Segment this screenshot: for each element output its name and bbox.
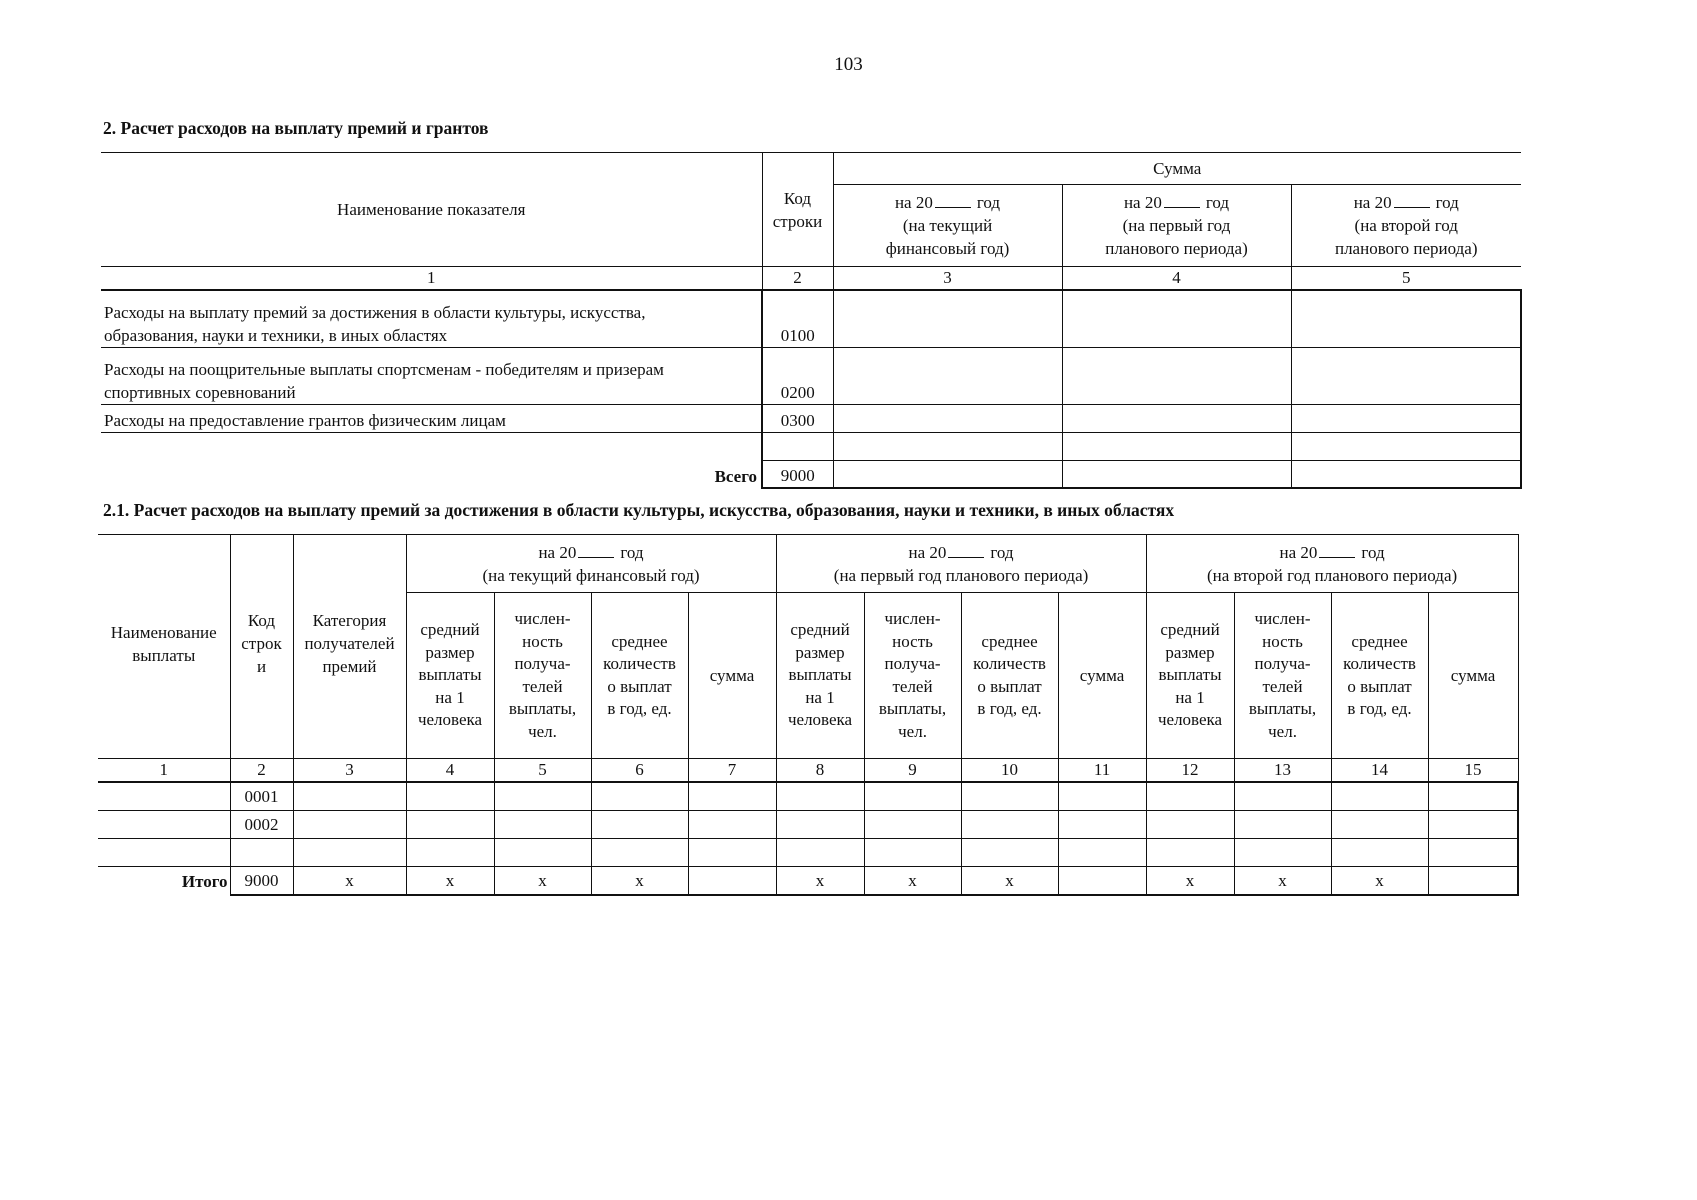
header-row-code: Код строк и [230,535,293,759]
value-cell[interactable] [1058,867,1146,896]
total-label: Всего [714,467,757,486]
value-cell[interactable] [1291,290,1521,347]
value-cell[interactable] [293,811,406,839]
value-cell[interactable] [864,811,961,839]
value-cell[interactable] [776,839,864,867]
value-cell[interactable] [293,782,406,811]
payment-name-cell[interactable] [98,839,230,867]
header-recipient-count: числен- ность получа- телей выплаты, чел. [864,593,961,759]
column-number: 8 [776,759,864,783]
row-code: 0200 [762,347,833,404]
value-cell[interactable] [688,811,776,839]
row-code: 0300 [762,404,833,432]
column-number: 2 [762,267,833,291]
header-period-second-plan: на 20 год (на второй год планового периода) [1146,535,1518,593]
value-cell[interactable] [1058,782,1146,811]
row-name: Расходы на поощрительные выплаты спортсменам - победителям и призерам спортивных соревнований [101,347,762,404]
table-row-empty [98,839,1518,867]
value-cell[interactable] [688,782,776,811]
value-cell[interactable] [833,460,1062,488]
x-mark: x [1331,867,1428,896]
column-number: 14 [1331,759,1428,783]
column-number: 10 [961,759,1058,783]
value-cell[interactable] [961,839,1058,867]
value-cell[interactable] [494,811,591,839]
column-number: 7 [688,759,776,783]
header-avg-size: средний размер выплаты на 1 человека [776,593,864,759]
header-period-current: на 20 год (на текущий финансовый год) [406,535,776,593]
value-cell[interactable] [1062,347,1291,404]
row-code [230,839,293,867]
column-number: 6 [591,759,688,783]
value-cell[interactable] [1291,347,1521,404]
value-cell[interactable] [494,782,591,811]
value-cell[interactable] [1428,782,1518,811]
header-current-year: на 20 год (на текущий финансовый год) [833,185,1062,267]
table-row-empty [101,432,1521,460]
value-cell[interactable] [494,839,591,867]
value-cell[interactable] [864,782,961,811]
value-cell[interactable] [1062,460,1291,488]
value-cell[interactable] [776,811,864,839]
value-cell[interactable] [833,290,1062,347]
page-number: 103 [834,54,863,75]
column-number: 4 [1062,267,1291,291]
grants-summary-table [101,152,1522,489]
value-cell[interactable] [961,782,1058,811]
value-cell[interactable] [1331,782,1428,811]
column-numbers-row [98,759,1518,783]
column-number: 9 [864,759,961,783]
value-cell[interactable] [1058,839,1146,867]
value-cell[interactable] [1291,460,1521,488]
total-code: 9000 [762,460,833,488]
value-cell[interactable] [776,782,864,811]
value-cell[interactable] [1428,867,1518,896]
row-name: Расходы на выплату премий за достижения в области культуры, искусства, образования, науки и техники, в иных областях [101,290,762,347]
header-recipient-category: Категория получателей премий [293,535,406,759]
row-code: 0002 [230,811,293,839]
row-code [762,432,833,460]
header-row-code: Код строки [762,153,833,267]
value-cell[interactable] [833,347,1062,404]
value-cell[interactable] [1146,811,1234,839]
column-number: 2 [230,759,293,783]
column-number: 11 [1058,759,1146,783]
value-cell[interactable] [833,404,1062,432]
header-indicator-name: Наименование показателя [101,153,762,267]
value-cell[interactable] [1291,404,1521,432]
value-cell[interactable] [406,782,494,811]
header-first-plan-year: на 20 год (на первый год планового периода) [1062,185,1291,267]
x-mark: x [591,867,688,896]
value-cell[interactable] [1146,839,1234,867]
header-sum: сумма [688,593,776,759]
header-recipient-count: числен- ность получа- телей выплаты, чел. [494,593,591,759]
column-numbers-row [101,267,1521,291]
header-sum: Сумма [833,153,1521,185]
value-cell[interactable] [1058,811,1146,839]
header-avg-size: средний размер выплаты на 1 человека [406,593,494,759]
value-cell[interactable] [1062,404,1291,432]
value-cell[interactable] [1234,782,1331,811]
column-number: 3 [293,759,406,783]
value-cell[interactable] [591,839,688,867]
row-code: 0100 [762,290,833,347]
x-mark: x [776,867,864,896]
table-row [98,782,1518,811]
column-number: 1 [101,267,762,291]
value-cell[interactable] [1331,811,1428,839]
total-row [98,867,1518,896]
table-row [98,811,1518,839]
table-row [101,347,1521,404]
header-period-first-plan: на 20 год (на первый год планового периода) [776,535,1146,593]
x-mark: x [961,867,1058,896]
value-cell[interactable] [591,782,688,811]
x-mark: x [406,867,494,896]
payment-name-cell[interactable] [98,782,230,811]
section-title-awards: 2.1. Расчет расходов на выплату премий за достижения в области культуры, искусства, образования, науки и техники, в иных областях [103,500,1175,520]
section-title-grants: 2. Расчет расходов на выплату премий и грантов [103,118,489,138]
payment-name-cell[interactable] [98,811,230,839]
value-cell[interactable] [1234,839,1331,867]
value-cell[interactable] [961,811,1058,839]
header-sum: сумма [1058,593,1146,759]
value-cell[interactable] [1428,811,1518,839]
value-cell[interactable] [1146,782,1234,811]
header-payment-name: Наименование выплаты [98,535,230,759]
column-number: 4 [406,759,494,783]
x-mark: x [864,867,961,896]
value-cell[interactable] [864,839,961,867]
table-row [101,404,1521,432]
column-number: 13 [1234,759,1331,783]
value-cell[interactable] [293,839,406,867]
header-recipient-count: числен- ность получа- телей выплаты, чел. [1234,593,1331,759]
x-mark: x [293,867,406,896]
header-avg-size: средний размер выплаты на 1 человека [1146,593,1234,759]
value-cell[interactable] [688,839,776,867]
column-number: 1 [98,759,230,783]
value-cell[interactable] [833,432,1062,460]
value-cell[interactable] [1062,290,1291,347]
header-avg-count: среднее количеств о выплат в год, ед. [961,593,1058,759]
value-cell[interactable] [406,811,494,839]
awards-detail-table [98,534,1519,896]
value-cell[interactable] [688,867,776,896]
header-second-plan-year: на 20 год (на второй год планового периода) [1291,185,1521,267]
column-number: 5 [494,759,591,783]
value-cell[interactable] [1331,839,1428,867]
table-row [101,290,1521,347]
column-number: 15 [1428,759,1518,783]
x-mark: x [1146,867,1234,896]
x-mark: x [494,867,591,896]
header-sum: сумма [1428,593,1518,759]
total-code: 9000 [230,867,293,896]
total-label: Итого [98,867,230,896]
header-avg-count: среднее количеств о выплат в год, ед. [1331,593,1428,759]
total-row [101,460,1521,488]
value-cell[interactable] [591,811,688,839]
value-cell[interactable] [1234,811,1331,839]
header-avg-count: среднее количеств о выплат в год, ед. [591,593,688,759]
row-code: 0001 [230,782,293,811]
column-number: 12 [1146,759,1234,783]
column-number: 5 [1291,267,1521,291]
row-name [101,432,762,460]
column-number: 3 [833,267,1062,291]
value-cell[interactable] [1291,432,1521,460]
x-mark: x [1234,867,1331,896]
row-name: Расходы на предоставление грантов физическим лицам [101,404,762,432]
value-cell[interactable] [1428,839,1518,867]
value-cell[interactable] [406,839,494,867]
value-cell[interactable] [1062,432,1291,460]
